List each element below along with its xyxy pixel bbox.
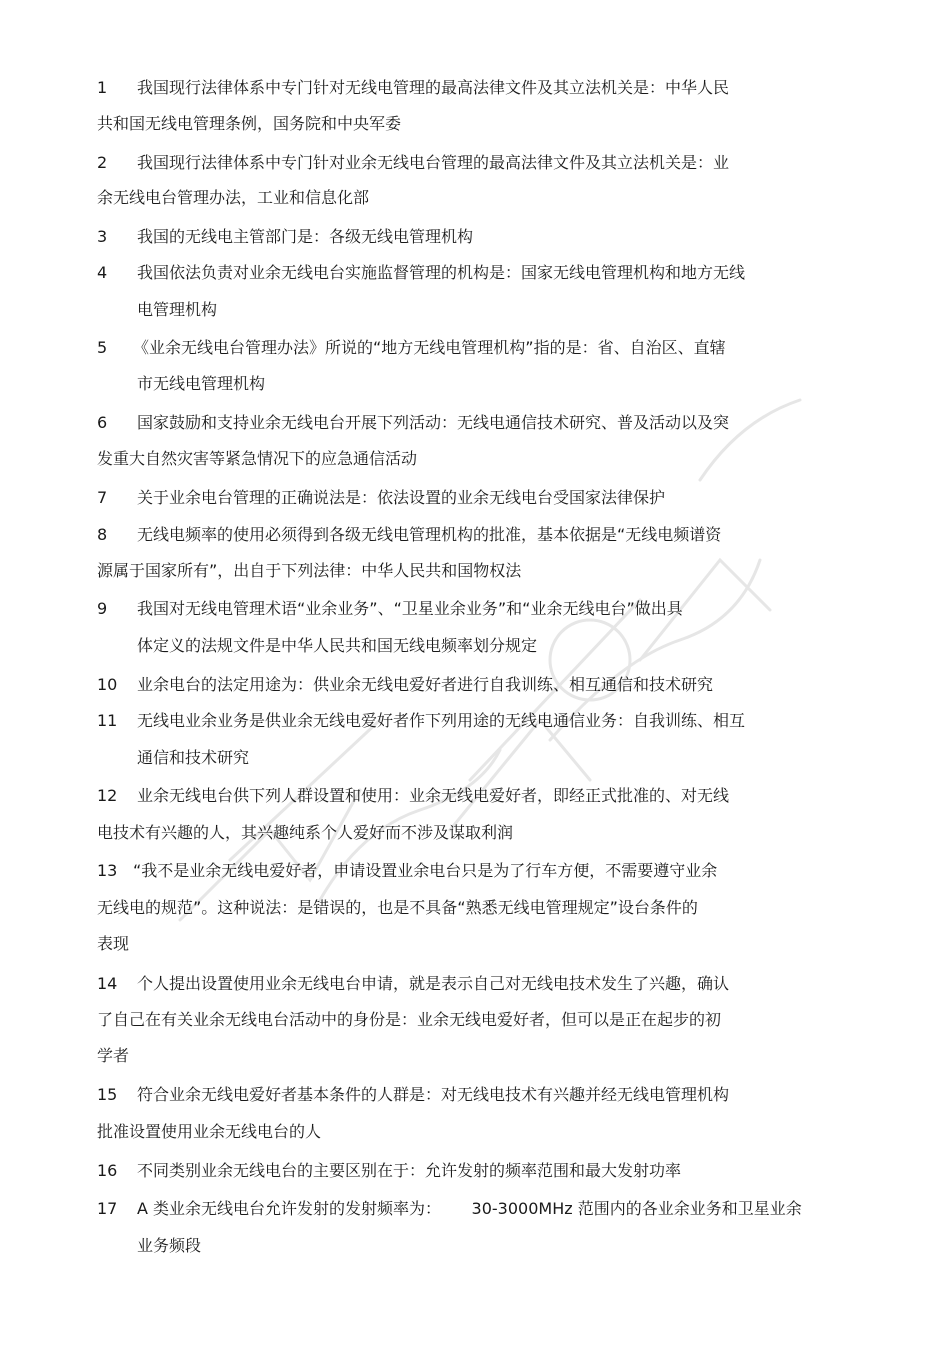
item-text-line: “我不是业余无线电爱好者，申请设置业余电台只是为了行车方便，不需要遵守业余 <box>133 861 718 880</box>
item-number: 7 <box>97 488 108 507</box>
item-text-line: 余无线电台管理办法，工业和信息化部 <box>97 188 370 207</box>
item-number: 2 <box>97 153 108 172</box>
item-text-line: 批准设置使用业余无线电台的人 <box>97 1122 322 1141</box>
item-text-line: 不同类别业余无线电台的主要区别在于：允许发射的频率范围和最大发射功率 <box>137 1161 682 1180</box>
item-number: 4 <box>97 263 108 282</box>
item-text-line: 业务频段 <box>137 1236 202 1255</box>
item-text-line: 符合业余无线电爱好者基本条件的人群是：对无线电技术有兴趣并经无线电管理机构 <box>137 1085 730 1104</box>
item-text-line: 表现 <box>97 934 130 953</box>
item-text-line: 《业余无线电台管理办法》所说的“地方无线电管理机构”指的是：省、自治区、直辖 <box>133 338 726 357</box>
item-text-line: 共和国无线电管理条例，国务院和中央军委 <box>97 114 402 133</box>
item-text-line: 体定义的法规文件是中华人民共和国无线电频率划分规定 <box>137 636 538 655</box>
item-text-line: 电技术有兴趣的人，其兴趣纯系个人爱好而不涉及谋取利润 <box>97 823 514 842</box>
item-text-line: 关于业余电台管理的正确说法是：依法设置的业余无线电台受国家法律保护 <box>137 488 666 507</box>
item-text-line: 了自己在有关业余无线电台活动中的身份是：业余无线电爱好者，但可以是正在起步的初 <box>97 1010 722 1029</box>
item-text-line: 业余无线电台供下列人群设置和使用：业余无线电爱好者，即经正式批准的、对无线 <box>137 786 730 805</box>
item-number: 10 <box>97 675 118 694</box>
item-number: 3 <box>97 227 108 246</box>
item-number: 9 <box>97 599 108 618</box>
item-text-line: 业余电台的法定用途为：供业余无线电爱好者进行自我训练、相互通信和技术研究 <box>137 675 714 694</box>
item-text-line: 无线电业余业务是供业余无线电爱好者作下列用途的无线电通信业务：自我训练、相互 <box>137 711 746 730</box>
item-number: 6 <box>97 413 108 432</box>
item-text-line: 我国对无线电管理术语“业余业务”、“卫星业余业务”和“业余无线电台”做出具 <box>137 599 683 618</box>
item-number: 8 <box>97 525 108 544</box>
item-number: 13 <box>97 861 118 880</box>
item-text-line: 无线电频率的使用必须得到各级无线电管理机构的批准，基本依据是“无线电频谱资 <box>137 525 722 544</box>
item-number: 11 <box>97 711 118 730</box>
item-text-line: 市无线电管理机构 <box>137 374 266 393</box>
item-number: 5 <box>97 338 108 357</box>
item-number: 15 <box>97 1085 118 1104</box>
item-text-line: 国家鼓励和支持业余无线电台开展下列活动：无线电通信技术研究、普及活动以及突 <box>137 413 730 432</box>
item-number: 14 <box>97 974 118 993</box>
item-number: 17 <box>97 1199 118 1218</box>
item-text-line: 我国的无线电主管部门是：各级无线电管理机构 <box>137 227 474 246</box>
item-text-line: 个人提出设置使用业余无线电台申请，就是表示自己对无线电技术发生了兴趣，确认 <box>137 974 730 993</box>
item-text-line: 发重大自然灾害等紧急情况下的应急通信活动 <box>97 449 418 468</box>
item-text-line: 电管理机构 <box>137 300 218 319</box>
item-number: 12 <box>97 786 118 805</box>
item-text-line: 我国现行法律体系中专门针对无线电管理的最高法律文件及其立法机关是：中华人民 <box>137 78 730 97</box>
item-text-line: A 类业余无线电台允许发射的发射频率为： 30-3000MHz 范围内的各业余业务和卫星业余 <box>137 1199 802 1218</box>
item-text-line: 源属于国家所有”，出自于下列法律：中华人民共和国物权法 <box>97 561 522 580</box>
item-text-line: 我国依法负责对业余无线电台实施监督管理的机构是：国家无线电管理机构和地方无线 <box>137 263 746 282</box>
item-text-line: 学者 <box>97 1046 130 1065</box>
item-text-line: 通信和技术研究 <box>137 748 250 767</box>
item-text-line: 我国现行法律体系中专门针对业余无线电台管理的最高法律文件及其立法机关是：业 <box>137 153 730 172</box>
item-text-line: 无线电的规范”。这种说法：是错误的，也是不具备“熟悉无线电管理规定”设台条件的 <box>97 898 698 917</box>
item-number: 16 <box>97 1161 118 1180</box>
item-number: 1 <box>97 78 108 97</box>
